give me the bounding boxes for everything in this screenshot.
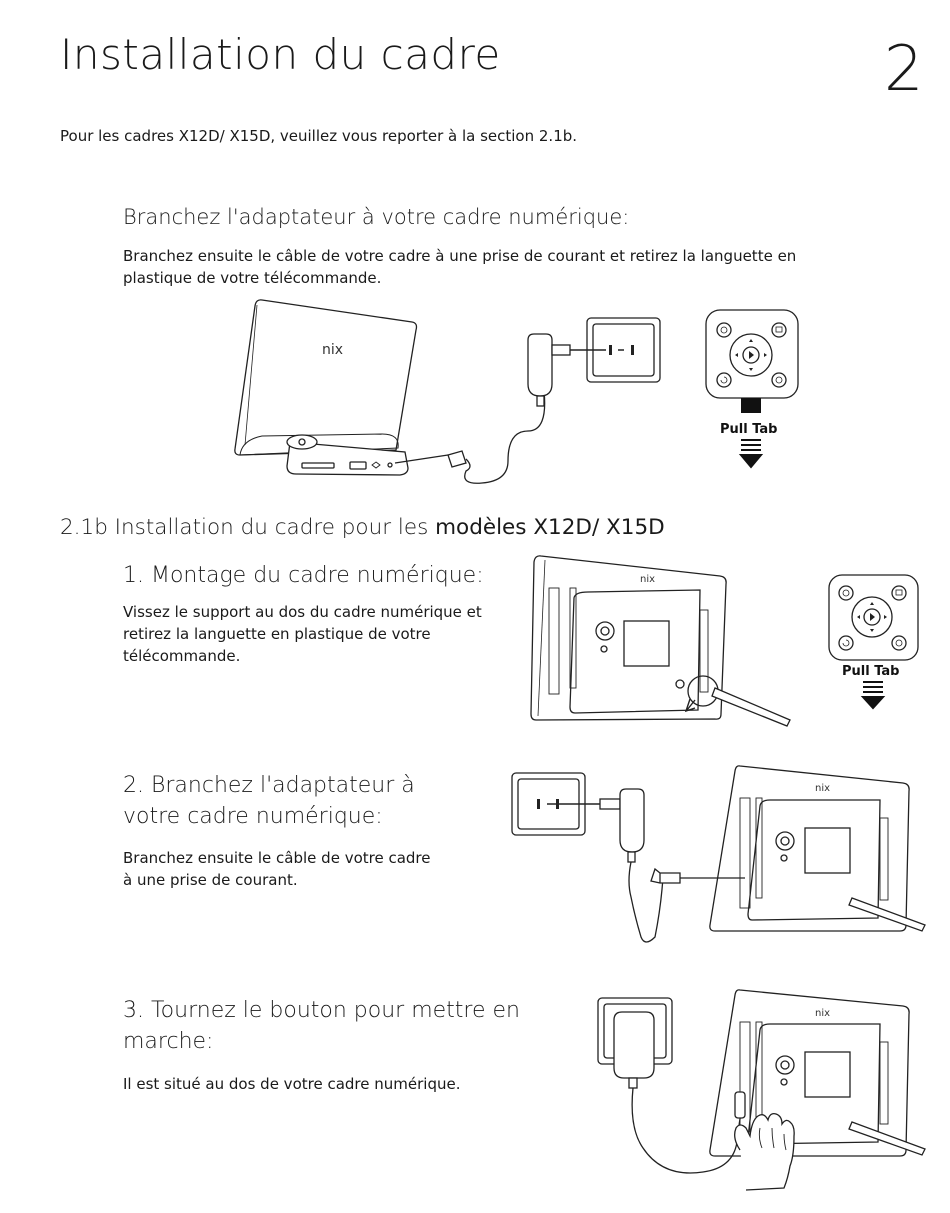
- pull-tab-label-step1: Pull Tab: [842, 664, 900, 679]
- pull-tab-arrow-top: [741, 440, 761, 467]
- frame-back-step1-illustration: [531, 556, 790, 726]
- power-adapter-step3: [614, 1012, 743, 1173]
- power-adapter-step2: [600, 789, 745, 942]
- wall-outlet-step2: [512, 773, 600, 835]
- step-2-title: 2. Branchez l'adaptateur à votre cadre numérique:: [123, 773, 415, 829]
- frame-brand-logo-step3: nix: [815, 1008, 831, 1019]
- section-heading-21b-models: modèles X12D/ X15D: [435, 515, 665, 540]
- step-1-title: 1. Montage du cadre numérique:: [123, 563, 484, 588]
- dc-plug-top: [448, 451, 466, 467]
- frame-front-illustration: [235, 300, 417, 475]
- adapter-cable-top: [465, 391, 545, 483]
- remote-control-step1: [829, 575, 918, 660]
- page-number: 2: [884, 32, 924, 105]
- frame-brand-logo: nix: [322, 342, 344, 358]
- hand-turning-button-icon: [735, 1092, 795, 1190]
- step-1-text: Vissez le support au dos du cadre numérique et retirez la languette en plastique de votre télécommande.: [123, 603, 482, 665]
- pull-tab-arrow-step1: [863, 682, 883, 708]
- frame-brand-logo-step2: nix: [815, 783, 831, 794]
- pull-tab-label-top: Pull Tab: [720, 422, 778, 437]
- frame-brand-logo-step1: nix: [640, 574, 656, 585]
- frame-back-step2-illustration: [710, 766, 925, 931]
- remote-control-top: [706, 310, 798, 413]
- step-3-text: Il est situé au dos de votre cadre numérique.: [123, 1075, 461, 1093]
- power-adapter-top: [528, 334, 624, 406]
- intro-note: Pour les cadres X12D/ X15D, veuillez vous reporter à la section 2.1b.: [60, 127, 578, 145]
- section-heading-21b-prefix: 2.1b Installation du cadre pour les: [60, 515, 436, 540]
- section-text-connect: Branchez ensuite le câble de votre cadre à une prise de courant et retirez la languette en plastique de votre télécommande.: [123, 247, 797, 287]
- section-heading-connect: Branchez l'adaptateur à votre cadre numérique:: [123, 205, 630, 229]
- step-2-text: Branchez ensuite le câble de votre cadre à une prise de courant.: [123, 849, 431, 889]
- page-title: Installation du cadre: [60, 30, 501, 79]
- step-3-title: 3. Tournez le bouton pour mettre en marche:: [123, 998, 520, 1054]
